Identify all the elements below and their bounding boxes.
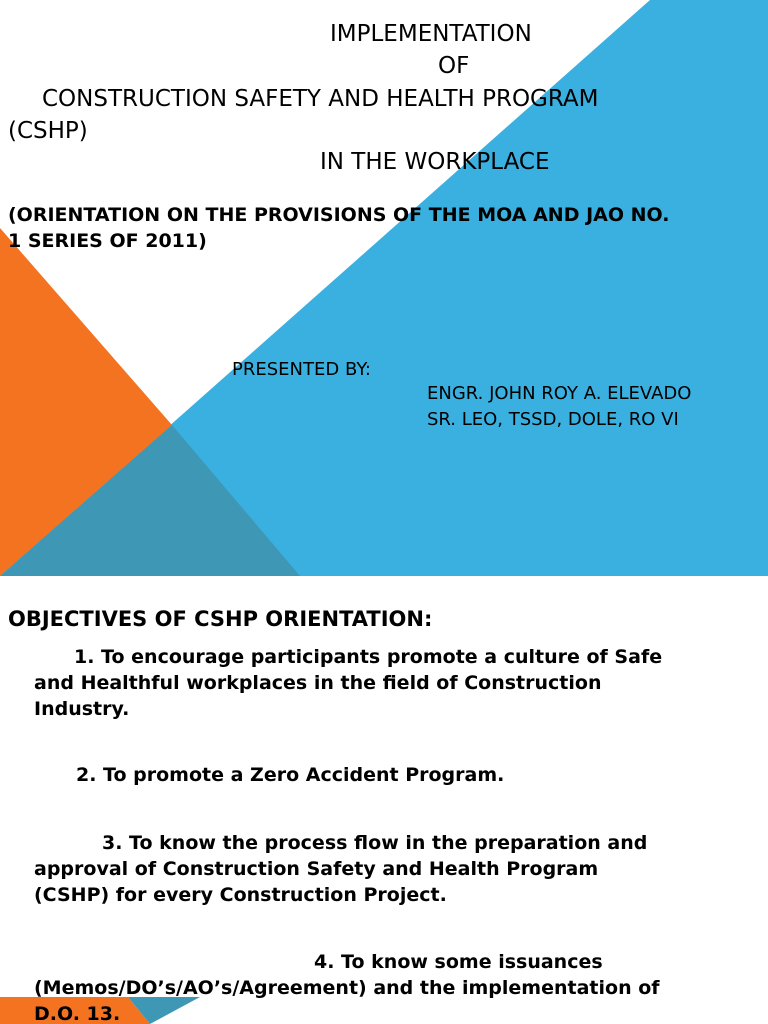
objectives-heading: OBJECTIVES OF CSHP ORIENTATION: (8, 607, 433, 631)
presenter-title: SR. LEO, TSSD, DOLE, RO VI (427, 409, 679, 430)
objective-3-line-2: approval of Construction Safety and Health Program (34, 858, 599, 880)
title-line-2: OF (438, 53, 470, 79)
objective-4 (34, 949, 746, 1024)
subtitle-line-2: 1 SERIES OF 2011) (8, 230, 207, 252)
objective-3-line-1: 3. To know the process flow in the preparation and (102, 832, 648, 854)
objective-4-line-1: 4. To know some issuances (314, 951, 603, 973)
objective-1-line-2: and Healthful workplaces in the field of Construction (34, 672, 602, 694)
objective-2-line-1: 2. To promote a Zero Accident Program. (76, 764, 505, 786)
objective-1 (34, 644, 746, 722)
title-line-4: (CSHP) (8, 118, 88, 144)
objective-1-line-1: 1. To encourage participants promote a culture of Safe (74, 646, 663, 668)
objective-4-line-2: (Memos/DO’s/AO’s/Agreement) and the implementation of (34, 977, 660, 999)
objective-3 (34, 830, 746, 908)
objective-4-line-3: D.O. 13. (34, 1003, 121, 1024)
objectives-slide (0, 576, 768, 1024)
title-line-3: CONSTRUCTION SAFETY AND HEALTH PROGRAM (42, 86, 599, 112)
presenter-name: ENGR. JOHN ROY A. ELEVADO (427, 383, 692, 404)
objective-2 (34, 762, 746, 788)
subtitle-line-1: (ORIENTATION ON THE PROVISIONS OF THE MOA AND JAO NO. (8, 204, 670, 226)
title-line-1: IMPLEMENTATION (330, 21, 532, 47)
presented-by-label: PRESENTED BY: (232, 359, 371, 380)
title-line-5: IN THE WORKPLACE (320, 149, 550, 175)
objective-3-line-3: (CSHP) for every Construction Project. (34, 884, 447, 906)
objective-1-line-3: Industry. (34, 698, 130, 720)
